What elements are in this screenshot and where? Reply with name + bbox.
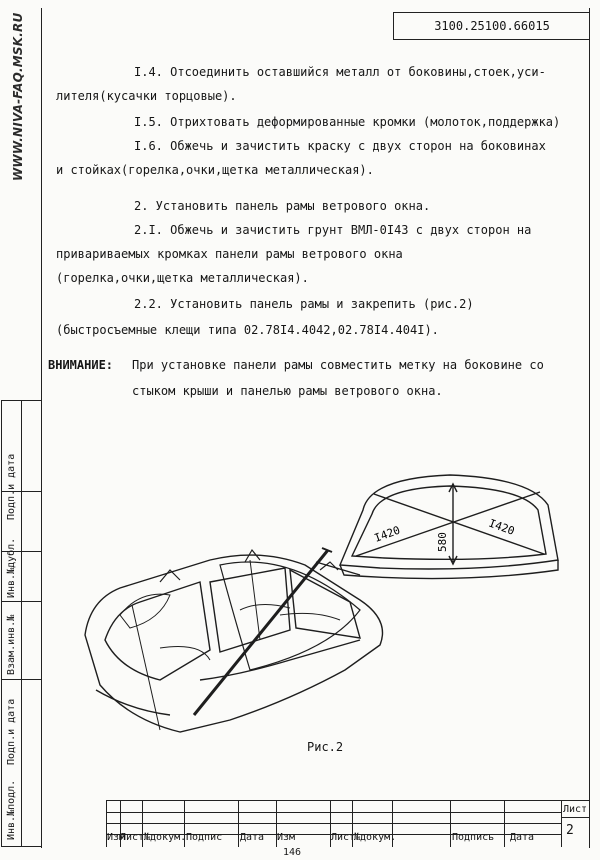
tb-header-podpis-2: Подпись	[452, 832, 495, 843]
title-row-2	[106, 823, 561, 824]
paragraph-2: 2. Установить панель рамы ветрового окна.	[134, 199, 431, 213]
sheet-label: Лист	[563, 804, 588, 815]
paragraph-1-4-line2: лителя(кусачки торцовые).	[56, 89, 237, 103]
paragraph-1-4-line1: I.4. Отсоединить оставшийся металл от боковины,стоек,уси-	[134, 65, 546, 79]
figure-caption: Рис.2	[307, 740, 344, 754]
tb-header-data: Дата	[240, 832, 265, 843]
paragraph-2-2-line1: 2.2. Установить панель рамы и закрепить (рис.2)	[134, 297, 474, 311]
title-col-5	[238, 801, 239, 847]
note-line1: При установке панели рамы совместить метку на боковине со	[132, 358, 544, 372]
title-col-10	[450, 801, 451, 847]
note-label: ВНИМАНИЕ:	[48, 358, 114, 372]
dim-diagonal-left: I420	[372, 523, 402, 545]
side-label-inv-dubl: Инв.№дубл.	[6, 537, 17, 598]
dim-diagonal-right: I420	[486, 516, 517, 538]
side-label-podp-data-2: Подп.и дата	[6, 453, 17, 520]
frame-right-border	[589, 8, 590, 848]
side-row-divider-4	[2, 601, 42, 602]
side-row-divider-1	[2, 679, 42, 680]
note-line2: стыком крыши и панелью рамы ветрового окна.	[132, 384, 443, 398]
side-col-divider	[21, 401, 22, 846]
tb-header-list-2: Лист	[331, 832, 356, 843]
tb-header-izm: Изм	[107, 832, 126, 843]
dim-vertical: 580	[436, 532, 449, 552]
sheet-divider	[561, 817, 589, 818]
tb-header-data-2: Дата	[510, 832, 535, 843]
paragraph-1-6-line1: I.6. Обжечь и зачистить краску с двух сторон на боковинах	[134, 139, 546, 153]
paragraph-1-5: I.5. Отрихтовать деформированные кромки (молоток,поддержка)	[134, 115, 561, 129]
side-label-vzam-inv: Взам.инв.№	[6, 614, 17, 675]
tb-header-list: Лист	[120, 832, 145, 843]
figure-2-drawing	[60, 470, 585, 740]
page-number: 146	[283, 847, 302, 858]
title-row-1	[106, 812, 561, 813]
sheet-number: 2	[566, 823, 574, 838]
side-label-podp-data-1: Подп.и дата	[6, 698, 17, 765]
paragraph-1-6-line2: и стойках(горелка,очки,щетка металлическая).	[56, 163, 374, 177]
paragraph-2-1-line2: привариваемых кромках панели рамы ветрового окна	[56, 247, 403, 261]
paragraph-2-1-line3: (горелка,очки,щетка металлическая).	[56, 271, 309, 285]
windshield-frame-panel	[340, 475, 558, 579]
site-watermark: WWW.NIVA-FAQ.MSK.RU	[11, 12, 25, 181]
title-col-11	[504, 801, 505, 847]
tb-header-ndokum-2: №докум.	[354, 832, 397, 843]
document-code: 3100.25100.66015	[393, 12, 590, 40]
tb-header-ndokum: №докум.	[144, 832, 187, 843]
car-body-illustration	[85, 548, 383, 732]
title-col-sheet	[561, 801, 562, 847]
tb-header-podpis: Подпис	[186, 832, 223, 843]
paragraph-2-1-line1: 2.I. Обжечь и зачистить грунт ВМЛ-0I43 с двух сторон на	[134, 223, 532, 237]
tb-header-izm-2: Изм	[277, 832, 296, 843]
side-label-inv-podl: Инв.№подл.	[6, 779, 17, 840]
paragraph-2-2-line2: (быстросъемные клещи типа 02.78I4.4042,02.78I4.404I).	[56, 323, 439, 337]
